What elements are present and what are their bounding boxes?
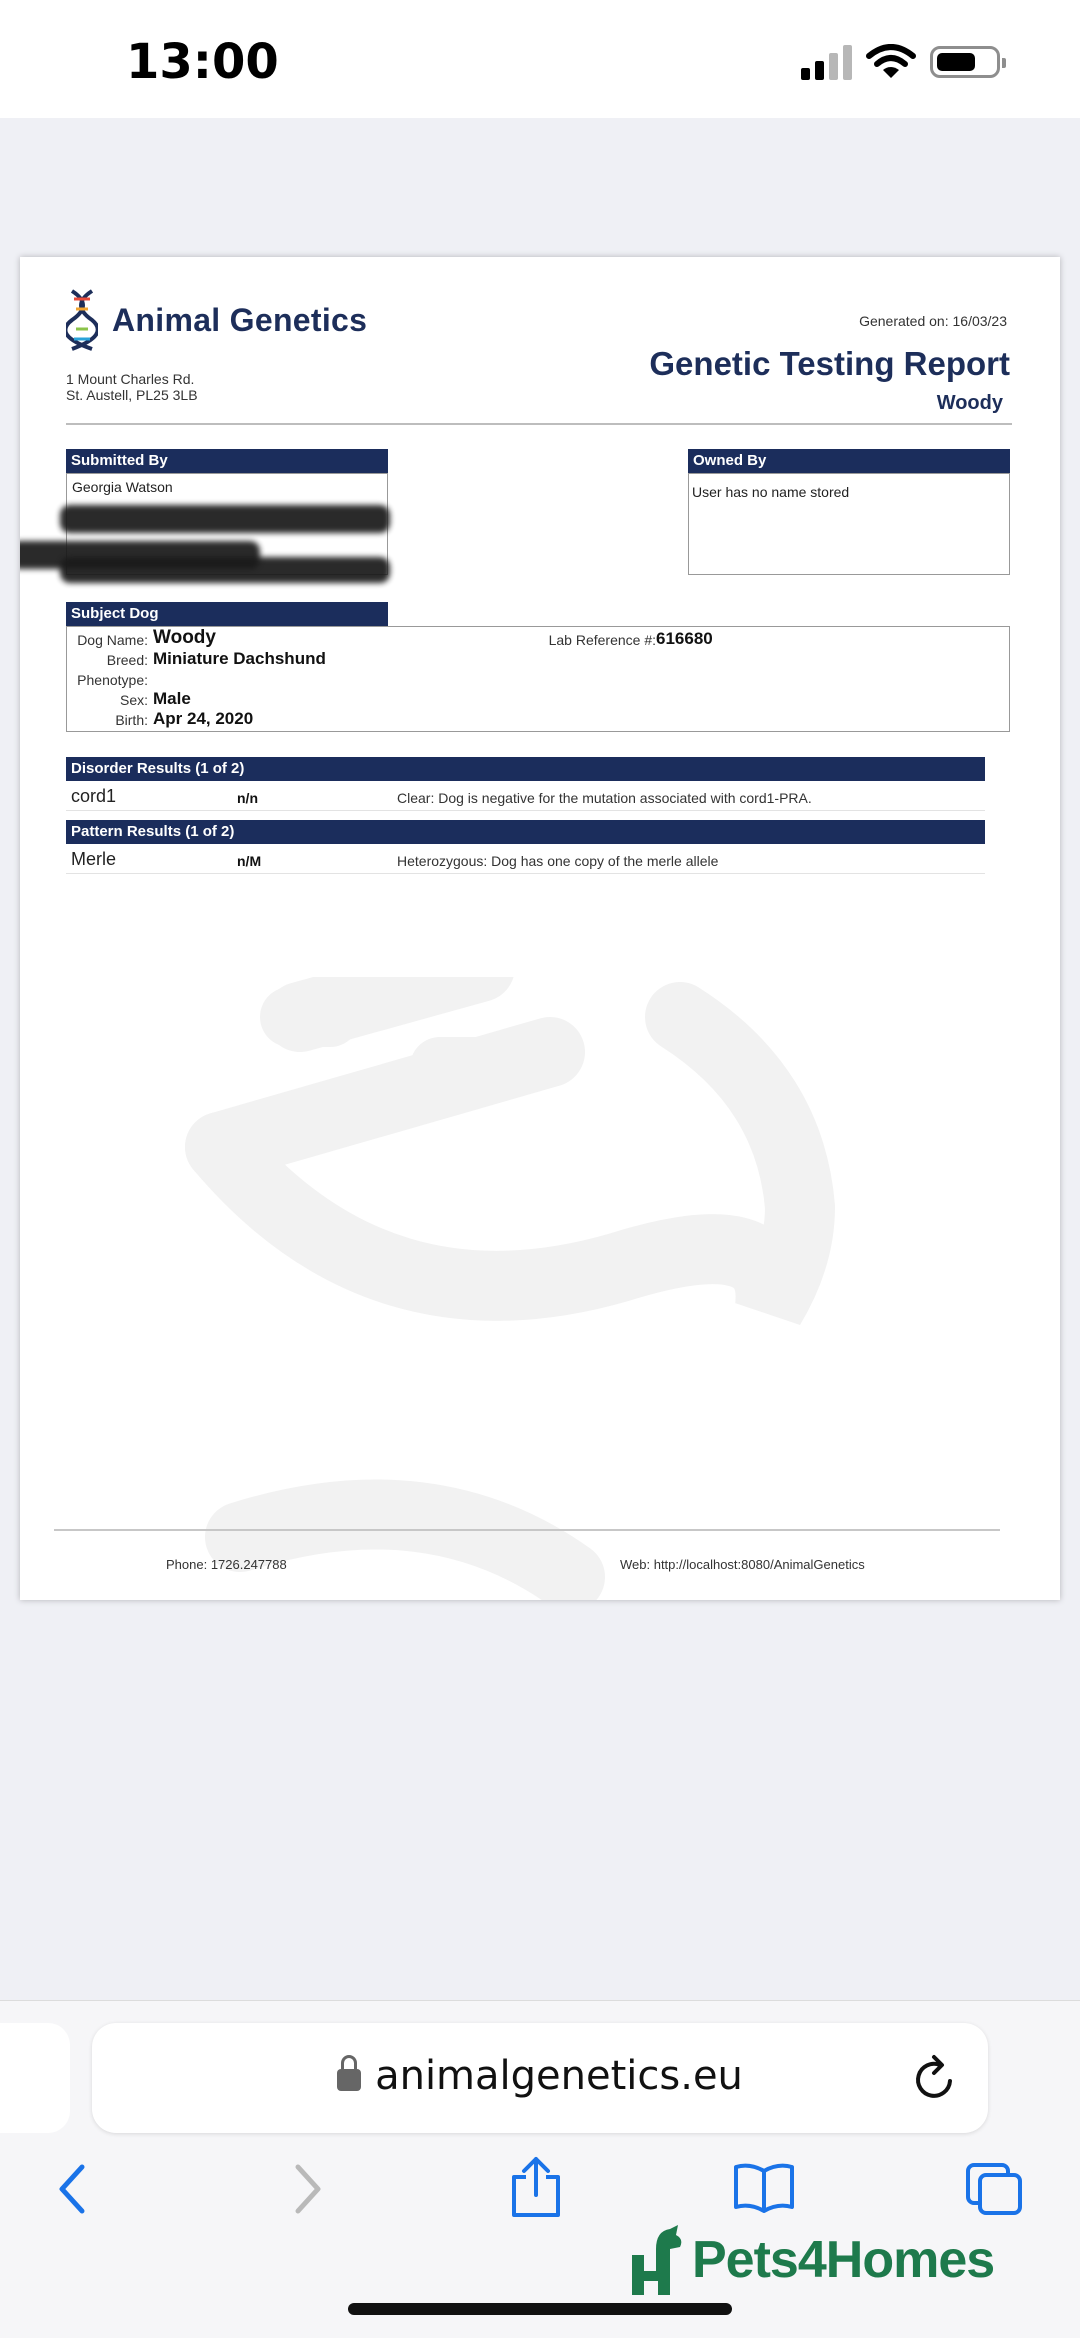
phenotype-label: Phenotype:	[77, 672, 148, 688]
dna-logo-icon	[66, 287, 98, 353]
dog-name-value: Woody	[153, 627, 216, 648]
subject-dog-heading: Subject Dog	[66, 602, 388, 626]
pattern-results-heading: Pattern Results (1 of 2)	[66, 820, 985, 844]
pattern-result-row	[66, 845, 985, 874]
disorder-result-row	[66, 782, 985, 811]
result-name: Merle	[71, 849, 117, 869]
report-dog-name: Woody	[936, 392, 1003, 414]
company-logo	[66, 287, 367, 353]
status-time: 13:00	[126, 34, 279, 90]
address-line-2: St. Austell, PL25 3LB	[66, 387, 198, 403]
sex-label: Sex:	[119, 692, 148, 708]
sex-value: Male	[153, 689, 191, 708]
pets4homes-text: Pets4Homes	[692, 2231, 995, 2289]
result-name: cord1	[71, 786, 117, 806]
reload-icon[interactable]	[912, 2053, 958, 2103]
owned-by-heading: Owned By	[688, 449, 1010, 473]
result-genotype: n/M	[237, 853, 262, 869]
redaction-mark	[60, 505, 390, 533]
url-text: animalgenetics.eu	[375, 2053, 743, 2099]
address-bar[interactable]	[92, 2023, 988, 2133]
battery-icon	[930, 46, 1000, 78]
back-icon[interactable]	[54, 2161, 90, 2217]
footer-divider	[54, 1529, 1000, 1531]
previous-tab-preview[interactable]	[0, 2023, 70, 2133]
status-icons	[801, 44, 1000, 80]
footer-phone: Phone: 1726.247788	[166, 1557, 287, 1572]
bookmarks-icon[interactable]	[732, 2161, 796, 2213]
lab-reference-label: Lab Reference #:	[548, 632, 656, 648]
header-divider	[66, 423, 1012, 425]
wifi-icon	[866, 44, 916, 80]
breed-value: Miniature Dachshund	[153, 649, 326, 668]
result-description: Clear: Dog is negative for the mutation associated with cord1-PRA.	[397, 790, 812, 806]
tabs-icon[interactable]	[964, 2161, 1024, 2217]
url-display[interactable]	[92, 2053, 988, 2099]
result-genotype: n/n	[237, 790, 258, 806]
dog-name-label: Dog Name:	[77, 632, 148, 648]
disorder-results-heading: Disorder Results (1 of 2)	[66, 757, 985, 781]
breed-label: Breed:	[106, 652, 148, 668]
submitter-name: Georgia Watson	[72, 479, 173, 495]
birth-label: Birth:	[115, 712, 148, 728]
watermark-logo-icon	[180, 977, 900, 1600]
lab-reference-value: 616680	[656, 629, 713, 648]
browser-bottom-bar	[0, 2000, 1080, 2338]
report-page	[20, 257, 1060, 1600]
lock-icon	[337, 2069, 361, 2091]
address-line-1: 1 Mount Charles Rd.	[66, 371, 195, 387]
generated-date: Generated on: 16/03/23	[859, 313, 1007, 329]
report-title: Genetic Testing Report	[649, 345, 1010, 382]
home-indicator[interactable]	[348, 2303, 732, 2315]
result-description: Heterozygous: Dog has one copy of the merle allele	[397, 853, 719, 869]
footer-web: Web: http://localhost:8080/AnimalGenetics	[620, 1557, 865, 1572]
birth-value: Apr 24, 2020	[153, 709, 254, 728]
owner-text: User has no name stored	[692, 484, 850, 500]
submitted-by-heading: Submitted By	[66, 449, 388, 473]
signal-icon	[801, 44, 852, 80]
company-name: Animal Genetics	[112, 301, 368, 338]
forward-icon[interactable]	[290, 2161, 326, 2217]
status-bar	[0, 0, 1080, 118]
pets4homes-watermark	[626, 2225, 994, 2295]
redaction-mark	[60, 557, 390, 583]
share-icon[interactable]	[508, 2155, 564, 2219]
company-address	[66, 371, 198, 403]
pets4homes-logo-icon	[626, 2225, 684, 2295]
